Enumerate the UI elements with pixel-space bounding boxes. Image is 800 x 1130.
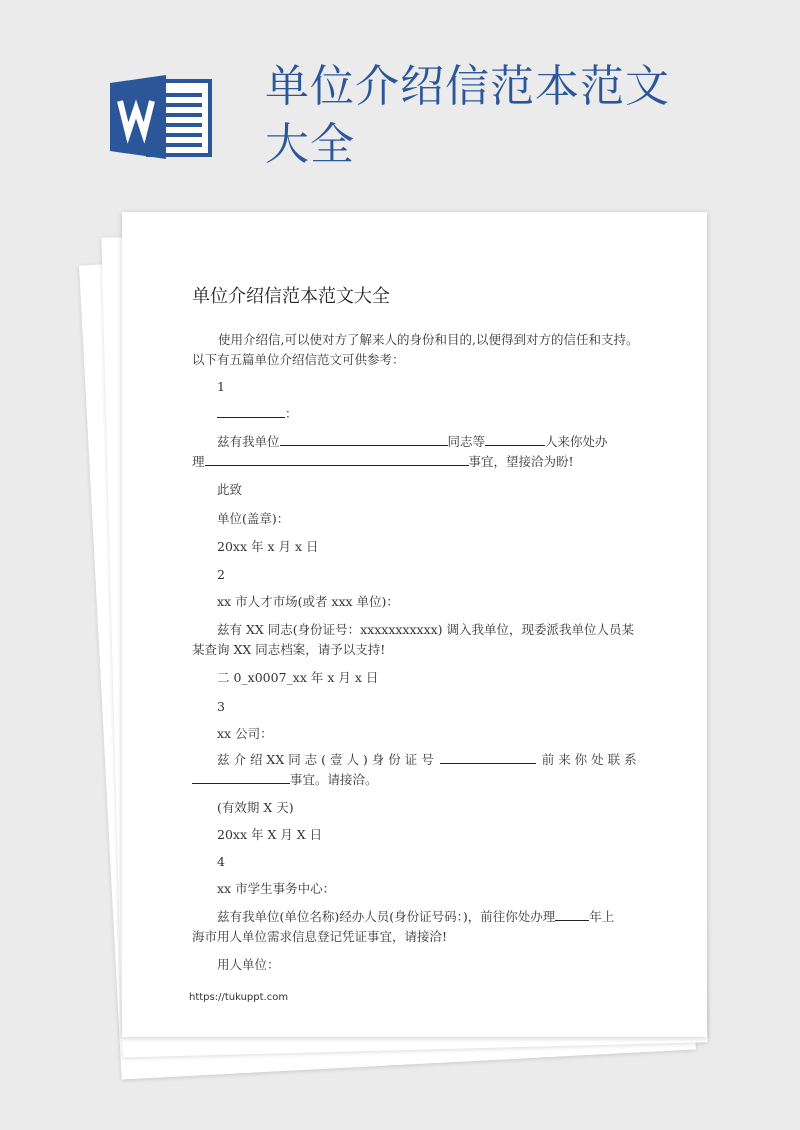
addressee-line: xx 市人才市场(或者 xxx 单位)： xyxy=(217,594,399,609)
section-number: 3 xyxy=(217,699,225,714)
addressee-line: xx 公司： xyxy=(217,726,273,741)
employer-line: 用人单位： xyxy=(217,957,280,972)
body-line: 兹有我单位(单位名称)经办人员(身份证号码：)，前往你处办理 年上 xyxy=(217,909,615,924)
section-number: 4 xyxy=(217,854,225,869)
blank-line xyxy=(485,432,545,446)
footer-url: https://tukuppt.com xyxy=(189,992,289,1003)
section-number: 1 xyxy=(217,379,225,394)
document-title: 单位介绍信范本范文大全 xyxy=(192,286,390,307)
body-line: 事宜。请接洽。 xyxy=(192,770,378,790)
body-line: 兹有 XX 同志(身份证号：xxxxxxxxxxx) 调入我单位，现委派我单位人员某 xyxy=(217,622,635,637)
closing-text: 此致 xyxy=(217,482,243,497)
body-line: 海市用人单位需求信息登记凭证事宜，请接洽! xyxy=(192,929,448,944)
intro-paragraph: 使用介绍信,可以使对方了解来人的身份和目的,以便得到对方的信任和支持。以下有五篇单位介绍信范文可供参考： xyxy=(192,332,639,367)
word-icon xyxy=(110,75,214,159)
page-title: 单位介绍信范本范文大全 xyxy=(265,61,670,170)
body-line: 理 事宜，望接洽为盼! xyxy=(192,454,574,469)
blank-line xyxy=(555,907,589,921)
body-line: 兹 介 绍 XX 同 志 ( 壹 人 ) 身 份 证 号 前 来 你 处 联 系 xyxy=(217,752,637,767)
date-line: 二 0_x0007_xx 年 x 月 x 日 xyxy=(217,670,379,685)
date-line: 20xx 年 x 月 x 日 xyxy=(217,539,319,554)
blank-line xyxy=(205,452,469,466)
validity-line: (有效期 X 天) xyxy=(217,800,294,815)
document-page xyxy=(122,212,707,1037)
blank-line xyxy=(217,404,285,418)
seal-line: 单位(盖章)： xyxy=(217,511,290,526)
date-line: 20xx 年 X 月 X 日 xyxy=(217,827,323,842)
body-line: 兹有我单位 同志等 人来你处办 xyxy=(217,434,608,449)
blank-line xyxy=(192,770,290,784)
addressee-line: ： xyxy=(217,404,298,424)
blank-line xyxy=(280,432,448,446)
blank-line xyxy=(440,750,536,764)
section-number: 2 xyxy=(217,567,225,582)
body-line: 某查询 XX 同志档案，请予以支持! xyxy=(192,642,386,657)
addressee-line: xx 市学生事务中心： xyxy=(217,881,336,896)
